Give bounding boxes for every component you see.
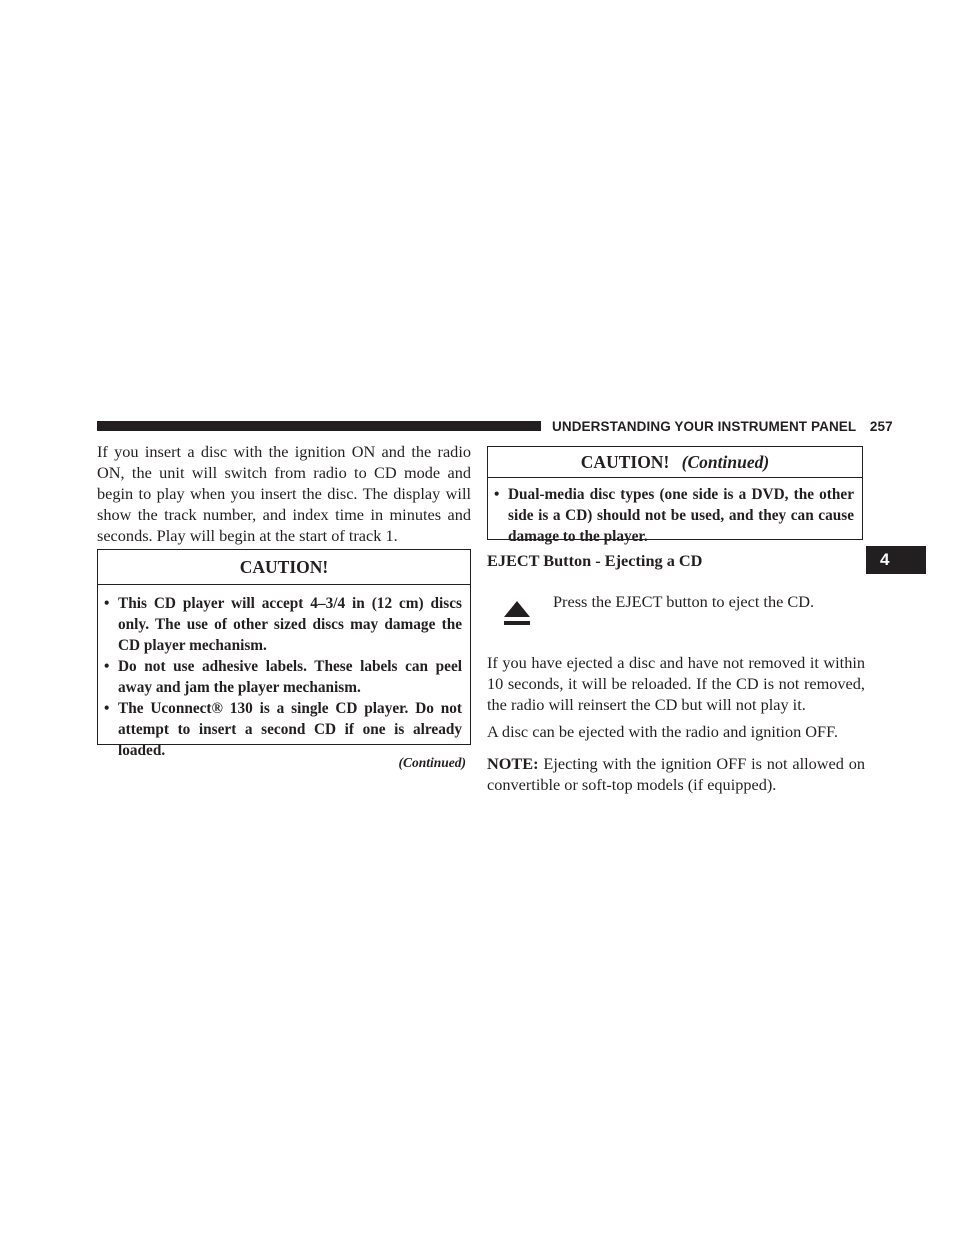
caution-item: • This CD player will accept 4–3/4 in (12 cm) discs only. The use of other sized discs may damage the CD player mechanism. bbox=[104, 595, 462, 654]
caution-continued-list bbox=[488, 478, 862, 547]
continued-note: (Continued) bbox=[398, 755, 466, 770]
header-rule bbox=[97, 421, 541, 431]
caution-continued-box bbox=[487, 446, 863, 545]
caution-title-text: CAUTION! bbox=[239, 557, 329, 577]
caution-item: • Do not use adhesive labels. These labels can peel away and jam the player mechanism. bbox=[104, 658, 462, 696]
caution-continued-title bbox=[488, 447, 862, 478]
note-text: Ejecting with the ignition OFF is not allowed on convertible or soft-top models (if equipped). bbox=[487, 754, 865, 794]
eject-icon bbox=[503, 600, 531, 626]
note-label: NOTE: bbox=[487, 754, 539, 773]
caution-item: • The Uconnect® 130 is a single CD player. Do not attempt to insert a second CD if one is already loaded. bbox=[104, 700, 462, 759]
caution-list bbox=[98, 585, 470, 761]
caution-continued-title-text: CAUTION! bbox=[580, 452, 670, 472]
note-paragraph bbox=[487, 753, 865, 795]
page-header bbox=[552, 419, 893, 434]
chapter-tab: 4 bbox=[866, 546, 926, 574]
caution-item: • Dual-media disc types (one side is a DVD, the other side is a CD) should not be used, and they can cause damage to the player. bbox=[494, 486, 854, 545]
bullet-icon: • bbox=[104, 658, 110, 675]
caution-box bbox=[97, 549, 471, 759]
section-heading: EJECT Button - Ejecting a CD bbox=[487, 551, 703, 570]
bullet-icon: • bbox=[104, 700, 110, 717]
reload-paragraph: If you have ejected a disc and have not removed it within 10 seconds, it will be reloaded. If the CD is not removed, the radio will reinsert the CD but will not play it. bbox=[487, 653, 865, 714]
page-number: 257 bbox=[869, 419, 893, 434]
section-title: UNDERSTANDING YOUR INSTRUMENT PANEL bbox=[552, 419, 857, 434]
caution-continued-suffix: (Continued) bbox=[681, 452, 770, 472]
caution-title bbox=[98, 550, 470, 585]
intro-paragraph: If you insert a disc with the ignition ON and the radio ON, the unit will switch from radio to CD mode and begin to play when you insert the disc. The display will show the track number, and index time in minutes and seconds. Play will begin at the start of track 1. bbox=[97, 442, 471, 545]
ignition-off-paragraph: A disc can be ejected with the radio and ignition OFF. bbox=[487, 722, 838, 741]
bullet-icon: • bbox=[104, 595, 110, 612]
bullet-icon: • bbox=[494, 486, 500, 503]
eject-caption: Press the EJECT button to eject the CD. bbox=[553, 592, 815, 611]
